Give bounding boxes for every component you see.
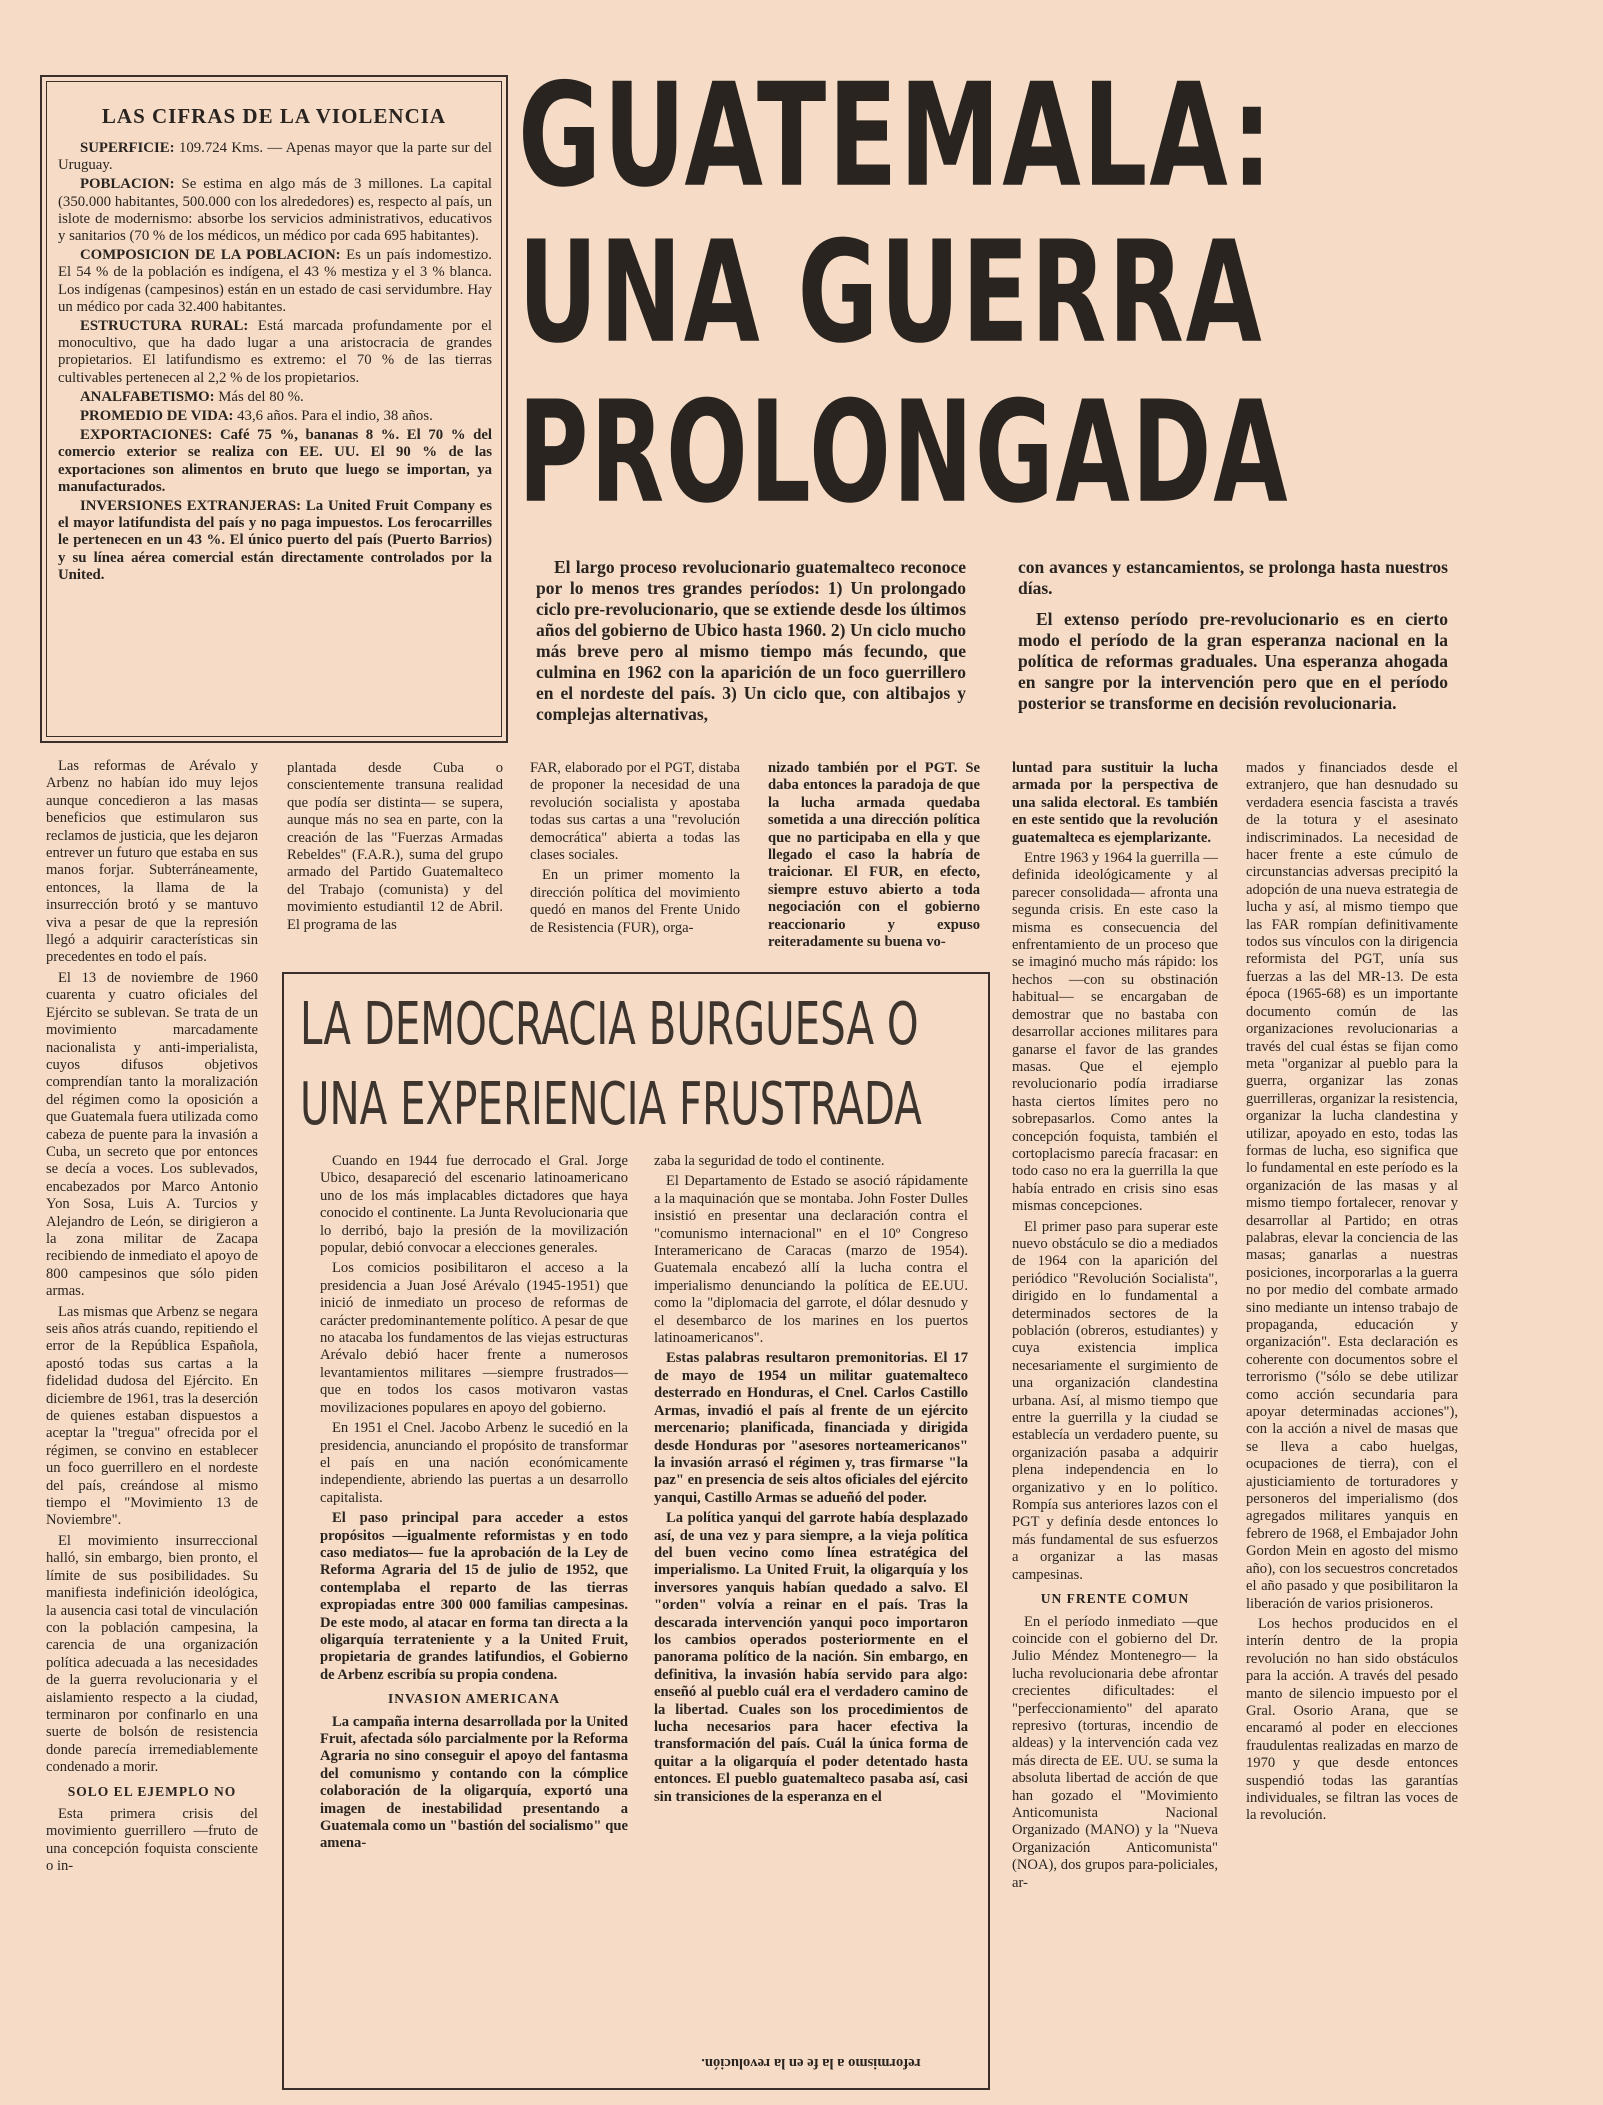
section-heading: INVASION AMERICANA <box>388 1691 560 1707</box>
stat-item: EXPORTACIONES: Café 75 %, bananas 8 %. El 70 % del comercio exterior se realiza con EE. UU. El 90 % de las exportaciones son alimentos en bruto que luego se importan, ya manufacturados. <box>58 427 492 495</box>
stat-item: ANALFABETISMO: Más del 80 %. <box>80 388 304 405</box>
article-column-6: mados y financiados desde el extranjero, que han desnudado su verdadera esencia fascista a través de la totura y el asesinato indiscriminados. La necesidad de hacer frente a este cúmulo de circunstancias adversas precipitó la adopción de una nueva estrategia de lucha y así, al mismo tiempo que las FAR rompían definitivamente todos sus vínculos con la dirigencia reformista del PGT, unía sus fuerzas a las del MR-13. De esta época (1965-68) es un importante documento común de las organizaciones revolucionarias a través del cual éstas se fijan como meta "organizar al pueblo para la guerra, organizar las zonas guerrilleras, organizar la resistencia, organizar la lucha clandestina y utilizar, apoyado en esto, todas las formas de lucha, eso significa que lo fundamental en este período es la organización de las masas y al mismo tiempo fortalecer, renovar y desarrollar al Partido; en otras palabras, elevar la conciencia de las masas; ganarlas a nuestras posiciones, incorporarlas a la guerra no por medio del combate armado sino mediante un intenso trabajo de propaganda, educación y organización". Esta declaración es coherente con documentos sobre el terrorismo ("sólo se debe utilizar como acción secundaria para apoyar determinadas acciones"), con la acción a nivel de masas que se lleva a cabo huelgas, ocupaciones de tierra), con el ajusticiamiento de torturadores y personeros del imperialismo (dos agregados militares yanquis en febrero de 1968, el Embajador John Gordon Mein en agosto del mismo año), con los secuestros concretados el año pasado y que posibilitaron la liberación de varios prisioneros. Los hechos producidos en el interín dentro de la propia revolución no han sido obstáculos para la acción. A través del pesado manto de silencio impuesto por el Gral. Osorio Arana, que se encaramó al poder en elecciones fraudulentas realizadas en marzo de 1970 y que desde entonces suspendió todas las garantías individuales, se filtran las voces de la revolución. <box>1246 760 1458 1824</box>
article-column-5: luntad para sustituir la lucha armada por la perspectiva de una salida electoral. Es también en este sentido que la revolución guatemalteca es ejemplarizante. Entre 1963 y 1964 la guerrilla —definida ideológicamente y al parecer consolidada— afronta una segunda crisis. En este caso la misma es consecuencia del enfrentamiento de un proceso que se imaginó mucho más rápido: los hechos —con su obstinación habitual— se encargaban de demostrar que no bastaba con desarrollar acciones militares para ganarse el favor de las grandes masas. Que el ejemplo revolucionario podía irradiarse hasta ciertos límites pero no sobrepasarlos. Como antes la concepción foquista, también el cortoplacismo parecía fracasar: en todo caso no era la guerrilla la que había entrado en crisis sino esas mismas concepciones. El primer paso para superar este nuevo obstáculo se dio a mediados de 1964 con la aparición del periódico "Revolución Socialista", dirigido en lo fundamental a determinados sectores de la población (obreros, estudiantes) y cuya existencia implica necesariamente el surgimiento de una organización clandestina urbana. Así, al mismo tiempo que entre la guerrilla y la ciudad se establecía un verdadero puente, su organización pasaba a adquirir plena independencia en lo organizativo y en lo político. Rompía sus anteriores lazos con el PGT y definía desde entonces lo más fundamental de sus esfuerzos a organizar a las masas campesinas. UN FRENTE COMUN En el período inmediato —que coincide con el gobierno del Dr. Julio Méndez Montenegro— la lucha revolucionaria debe afrontar crecientes dificultades: el "perfeccionamiento" del aparato represivo (torturas, incendio de aldeas) y la intervención cada vez más directa de EE. UU. se suma la absoluta libertad de acción de que han gozado el "Movimiento Anticomunista Nacional Organizado (MANO) y la "Nueva Organización Anticomunista" (NOA), dos grupos para-policiales, ar- <box>1012 760 1218 1891</box>
section-heading: SOLO EL EJEMPLO NO <box>67 1783 237 1799</box>
stat-item: ESTRUCTURA RURAL: Está marcada profundamente por el monocultivo, que ha dado lugar a una aristocracia de grandes propietarios. El latifundismo es extremo: el 70 % de las tierras cultivables pertenecen al 2,2 % de los propietarios. <box>58 318 492 386</box>
article-column-1: Las reformas de Arévalo y Arbenz no habían ido muy lejos aunque concedieron a las masas beneficios que estimularon sus reclamos de justicia, que les dejaron entrever un futuro que estaba en sus manos forjar. Subterráneamente, entonces, la llama de la insurrección brotó y se mantuvo viva a pesar de que la represión llegó a adquirir características sin precedentes en todo el país. El 13 de noviembre de 1960 cuarenta y cuatro oficiales del Ejército se sublevan. Se trata de un movimiento marcadamente nacionalista y anti-imperialista, cuyos difusos objetivos comprendían tanto la moralización del régimen como la oposición a que Guatemala fuera utilizada como cabeza de puente para la invasión a Cuba, un secreto que por entonces se decía a voces. Los sublevados, encabezados por Marco Antonio Yon Sosa, Luis A. Turcios y Alejandro de León, se dirigieron a la zona militar de Zacapa recibiendo de inmediato el apoyo de 800 campesinos que sólo piden armas. Las mismas que Arbenz se negara seis años atrás cuando, repitiendo el error de la República Española, apostó todas sus cartas a la fidelidad dudosa del Ejército. En diciembre de 1961, tras la deserción de quienes estaban dispuestos a aceptar la "tregua" ofrecida por el régimen, se convino en establecer un foco guerrillero en el nordeste del país, creándose al mismo tiempo el "Movimiento 13 de Noviembre". El movimiento insurreccional halló, sin embargo, bien pronto, el límite de sus posibilidades. Su manifiesta indefinición ideológica, la ausencia casi total de vinculación con la población campesina, la carencia de una organización política adecuada a las necesidades de la guerra revolucionaria y el aislamiento respecto a la ciudad, terminaron por confinarlo en una suerte de bolsón de resistencia donde parecía irremediablemente condenado a morir. SOLO EL EJEMPLO NO Esta primera crisis del movimiento guerrillero —fruto de una concepción foquista consciente o in- <box>46 758 258 1875</box>
sub-article-column-1: Cuando en 1944 fue derrocado el Gral. Jorge Ubico, desapareció del escenario latinoamericano uno de los más implacables dictadores que haya conocido el continente. La Junta Revolucionaria que lo derribó, bajo la presión de la movilización popular, debió convocar a elecciones generales. Los comicios posibilitaron el acceso a la presidencia a Juan José Arévalo (1945-1951) que inició de inmediato un proceso de reformas de carácter predominantemente político. A pesar de que no atacaba los fundamentos de las viejas estructuras Arévalo debió hacer frente a numerosos levantamientos militares —siempre frustrados— que en todos los casos motivaron vastas movilizaciones populares en apoyo del gobierno. En 1951 el Cnel. Jacobo Arbenz le sucedió en la presidencia, anunciando el propósito de transformar el país en una nación económicamente independiente, abriendo las puertas a un desarrollo capitalista. El paso principal para acceder a estos propósitos —igualmente reformistas y en todo caso mediatos— fue la aprobación de la Ley de Reforma Agraria del 15 de julio de 1952, que contemplaba el reparto de las tierras expropiadas entre 300 000 familias campesinas. De este modo, al atacar en forma tan directa a la oligarquía terrateniente y a la United Fruit, propietaria de grandes latifundios, el Gobierno de Arbenz escribía su propia condena. INVASION AMERICANA La campaña interna desarrollada por la United Fruit, afectada sólo parcialmente por la Reforma Agraria no sino conseguir el apoyo del fantasma del comunismo y contando con la cómplice colaboración de la oligarquía, exportó una imagen de inestabilidad presentando a Guatemala como un "bastión del socialismo" que amena- <box>320 1153 628 1852</box>
stat-item: POBLACION: Se estima en algo más de 3 millones. La capital (350.000 habitantes, 500.000 con los alrededores) es, respecto al país, un islote de modernismo: absorbe los servicios administrativos, educativos y sanitarios (70 % de los médicos, un médico por cada 695 habitantes). <box>58 176 492 245</box>
stat-item: SUPERFICIE: 109.724 Kms. — Apenas mayor que la parte sur del Uruguay. <box>58 140 492 174</box>
sub-article-column-2: zaba la seguridad de todo el continente. El Departamento de Estado se asoció rápidamente a la maquinación que se montaba. John Foster Dulles insistió en presentar una declaración contra el "comunismo internacional" en el 10º Congreso Interamericano de Caracas (marzo de 1954). Guatemala encabezó allí la lucha contra el imperialismo denunciando la política de EE.UU. como la "diplomacia del garrote, el dólar desnudo y el desembarco de los marines en los puertos latinoamericanos". Estas palabras resultaron premonitorias. El 17 de mayo de 1954 un militar guatemalteco desterrado en Honduras, el Cnel. Carlos Castillo Armas, invadió el país al frente de un ejército mercenario; planificada, financiada y dirigida desde Honduras por "asesores norteamericanos" la invasión arrasó el régimen y, tras firmarse "la paz" en presencia de seis altos oficiales del ejército yanqui, Castillo Armas se adueñó del poder. La política yanqui del garrote había desplazado así, de una vez y para siempre, a la vieja política del buen vecino como línea estratégica del imperialismo. La United Fruit, la oligarquía y los inversores yanquis habían quedado a salvo. El "orden" volvía a reinar en el país. Tras la descarada intervención yanqui poco importaron los cambios operados posteriormente en el panorama político de la nación. Sin embargo, en definitiva, la invasión había servido para algo: enseñó al pueblo cuál era el verdadero camino de la libertad. Cuales son los procedimientos de lucha necesarios para hacer efectiva la transformación del país. Cuál la única forma de quitar a la oligarquía el poder detentado hasta entonces. El pueblo guatemalteco pasaba así, casi sin transiciones de la esperanza en el <box>654 1153 968 1805</box>
stat-item: INVERSIONES EXTRANJERAS: La United Fruit Company es el mayor latifundista del país y no paga impuestos. Los ferocarrilles le pertenecen en un 43 %. El único puerto del país (Puerto Barrios) y su línea aérea comercial están directamente controlados por la United. <box>58 498 492 583</box>
article-column-3: FAR, elaborado por el PGT, distaba de proponer la necesidad de una revolución socialista y apostaba todas sus cartas a una "revolución democrática" abierta a todas las clases sociales. En un primer momento la dirección política del movimiento quedó en manos del Frente Unido de Resistencia (FUR), orga- <box>530 760 740 936</box>
inverted-line: reformismo a la fe en la revolución. <box>701 2055 921 2071</box>
headline-line-1: GUATEMALA: <box>518 54 1275 220</box>
section-heading: UN FRENTE COMUN <box>1040 1591 1190 1607</box>
sub-article-title-line-1: LA DEMOCRACIA BURGUESA O <box>300 990 919 1059</box>
stat-item: COMPOSICION DE LA POBLACION: Es un país indomestizo. El 54 % de la población es indígena, el 43 % mestiza y el 3 % blanca. Los indígenas (campesinos) están en un estado de casi servidumbre. Hay un médico por cada 32.400 habitantes. <box>58 247 492 315</box>
statistics-box-title: LAS CIFRAS DE LA VIOLENCIA <box>101 104 447 128</box>
sub-article-title-line-2: UNA EXPERIENCIA FRUSTRADA <box>300 1070 922 1139</box>
headline-line-2: UNA GUERRA <box>518 212 1264 375</box>
statistics-list <box>58 140 492 586</box>
article-column-2: plantada desde Cuba o conscientemente transuna realidad que podía ser distinta— se supera, aunque más no sea en parte, con la creación de las "Fuerzas Armadas Rebeldes" (F.A.R.), suma del grupo armado del Partido Guatemalteco del Trabajo (comunista) y del movimiento estudiantil 12 de Abril. El programa de las <box>287 760 503 933</box>
headline-line-3: PROLONGADA <box>518 372 1290 535</box>
stat-item: PROMEDIO DE VIDA: 43,6 años. Para el indio, 38 años. <box>80 408 433 425</box>
lede-left: El largo proceso revolucionario guatemalteco reconoce por lo menos tres grandes períodos: 1) Un prolongado ciclo pre-revolucionario, que se extiende desde los últimos años del gobierno de Ubico hasta 1960. 2) Un ciclo mucho más breve pero al mismo tiempo más fecundo, que culmina en 1962 con la aparición de un foco guerrillero en el nordeste del país. 3) Un ciclo que, con altibajos y complejas alternativas, <box>536 557 967 724</box>
lede-right: con avances y estancamientos, se prolonga hasta nuestros días. El extenso período pre-revolucionario es en cierto modo el período de la gran esperanza nacional en la política de reformas graduales. Una esperanza ahogada en sangre por la intervención pero que en el período posterior se transforme en decisión revolucionaria. <box>1018 557 1448 713</box>
article-column-4: nizado también por el PGT. Se daba entonces la paradoja de que la lucha armada quedaba sometida a una dirección política que no participaba en ella y que llegado el caso la habría de traicionar. El FUR, en efecto, siempre estuvo abierto a toda negociación con el gobierno reaccionario y expuso reiteradamente su buena vo- <box>768 760 980 951</box>
